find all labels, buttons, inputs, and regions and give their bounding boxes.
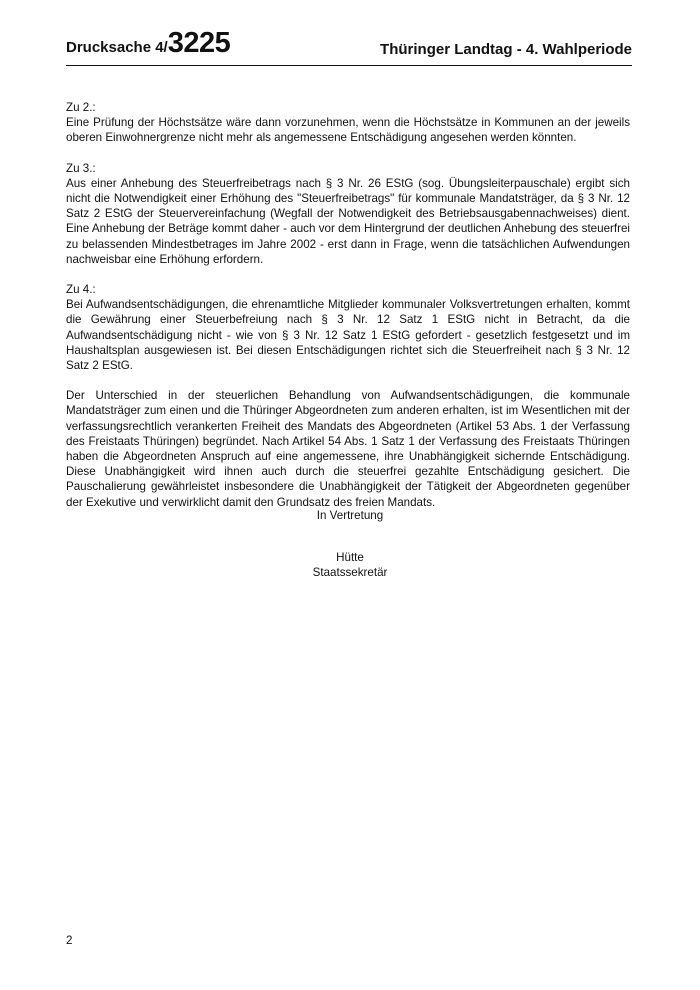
section-zu-3 [66,161,630,267]
closing-in-vertretung: In Vertretung [316,509,384,522]
header-divider [66,65,632,66]
page-header [66,24,632,64]
section-zu-2 [66,100,630,146]
document-body [66,100,630,525]
signatory-title: Staatssekretär [312,566,388,580]
parliament-title: Thüringer Landtag - 4. Wahlperiode [380,41,632,58]
document-number [66,29,230,58]
section-paragraph: Eine Prüfung der Höchstsätze wäre dann vorzunehmen, wenn die Höchstsätze in Kommunen an der jeweils oberen Einwohnergrenze nicht mehr als angemessene Entschädigung angesehen werden könnten. [66,116,630,145]
section-heading: Zu 2.: [66,101,96,114]
section-paragraph: Aus einer Anhebung des Steuerfreibetrags nach § 3 Nr. 26 EStG (sog. Übungsleiterpauschale) ergibt sich nicht die Notwendigkeit einer Erhöhung des "Steuerfreibetrags" für kommunale Mandatsträger, da § 3 Nr. 12 Satz 2 EStG der Steuervereinfachung (Wegfall der Notwendigkeit des Betriebsausgabennachweises) dient. Eine Anhebung der Beträge kommt daher - auch vor dem Hintergrund der deutlichen Anhebung des steuerfrei zu belassenden Mindestbetrages im Jahre 2002 - erst dann in Frage, wenn die tatsächlichen Aufwendungen nachweisbar eine Erhöhung erfordern. [66,176,630,266]
doc-prefix: Drucksache 4/ [66,39,168,56]
signature-block [0,550,700,580]
section-heading: Zu 4.: [66,283,96,297]
doc-number: 3225 [167,27,231,59]
section-zu-4 [66,282,630,373]
section-conclusion [66,388,630,510]
section-heading: Zu 3.: [66,161,96,175]
section-paragraph: Bei Aufwandsentschädigungen, die ehrenamtliche Mitglieder kommunaler Volksvertretungen erhalten, kommt die Gewährung einer Steuerbefreiung nach § 3 Nr. 12 Satz 1 EStG nicht in Betracht, da die Aufwandsentschädigung nicht - wie von § 3 Nr. 12 Satz 1 EStG gefordert - gesetzlich festgesetzt und im Haushaltsplan ausgewiesen ist. Bei diesen Entschädigungen richtet sich die Steuerfreiheit nach § 3 Nr. 12 Satz 2 EStG. [66,298,630,373]
page-number: 2 [66,934,73,947]
signatory-name: Hütte [336,551,364,564]
section-paragraph: Der Unterschied in der steuerlichen Behandlung von Aufwandsentschädigungen, die kommunale Mandatsträger zum einen und die Thüringer Abgeordneten zum anderen erhalten, ist im Wesentlichen mit der verfassungsrechtlich verankerten Freiheit des Mandats des Abgeordneten (Artikel 53 Abs. 1 der Verfassung des Freistaats Thüringen) begründet. Nach Artikel 54 Abs. 1 Satz 1 der Verfassung des Freistaats Thüringen haben die Abgeordneten Anspruch auf eine angemessene, ihre Unabhängigkeit sichernde Entschädigung. Diese Unabhängigkeit wird ihnen auch durch die steuerfrei gezahlte Entschädigung gesichert. Die Pauschalierung gewährleistet insbesondere die Unabhängigkeit der Tätigkeit der Abgeordneten gegenüber der Exekutive und verwirklicht damit den Grundsatz des freien Mandats. [66,389,630,509]
